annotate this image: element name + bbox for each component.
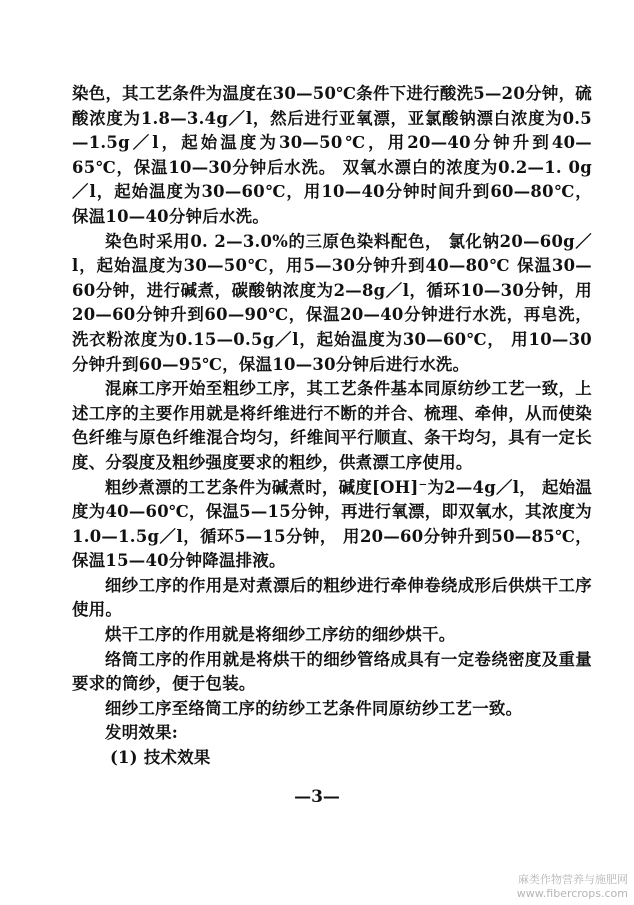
watermark-site-name: 麻类作物营养与施肥网	[518, 873, 628, 886]
paragraph-8: 细纱工序至络筒工序的纺纱工艺条件同原纺纱工艺一致。	[105, 698, 523, 718]
body-text	[72, 82, 592, 771]
watermark-url: www.fibercrops.com	[516, 887, 628, 900]
watermark	[517, 873, 628, 901]
subsection-heading: (1) 技术效果	[110, 748, 211, 768]
paragraph-4: 粗纱煮漂的工艺条件为碱煮时，碱度[OH]⁻为2—4g／l， 起始温度为40—60℃，保温5—15分钟，再进行氧漂，即双氧水，其浓度为1.0—1.5g／l，循环5—15分钟， 用20—60分钟升到50—85℃，保温15—40分钟降温排液。	[72, 477, 593, 571]
page-number: —3—	[294, 787, 340, 807]
paragraph-6: 烘干工序的作用就是将细纱工序纺的细纱烘干。	[105, 625, 456, 645]
paragraph-7: 络筒工序的作用就是将烘干的细纱管络成具有一定卷绕密度及重量要求的筒纱，便于包装。	[72, 649, 592, 694]
section-heading: 发明效果:	[105, 723, 179, 743]
paragraph-2: 染色时采用0. 2—3.0%的三原色染料配色， 氯化钠20—60g／l，起始温度为30—50℃，用5—30分钟升到40—80℃ 保温30—60分钟，进行碱煮，碳酸钠浓度为2—8g／l，循环10—30分钟，用20—60分钟升到60—90℃，保温20—40分钟进行水洗，再皂洗，洗衣粉浓度为0.15—0.5g／l，起始温度为30—60℃， 用10—30分钟升到60—95℃，保温10—30分钟后进行水洗。	[72, 231, 592, 374]
paragraph-5: 细纱工序的作用是对煮漂后的粗纱进行牵伸卷绕成形后供烘干工序使用。	[72, 575, 592, 620]
paragraph-1: 染色，其工艺条件为温度在30—50℃条件下进行酸洗5—20分钟，硫酸浓度为1.8—3.4g／l，然后进行亚氧漂，亚氯酸钠漂白浓度为0.5—1.5g／l，起始温度为30—50℃，用20—40分钟升到40—65℃，保温10—30分钟后水洗。 双氧水漂白的浓度为0.2—1. 0g／l，起始温度为30—60℃，用10—40分钟时间升到60—80℃，保温10—40分钟后水洗。	[72, 84, 592, 226]
paragraph-3: 混麻工序开始至粗纱工序，其工艺条件基本同原纺纱工艺一致，上述工序的主要作用就是将纤维进行不断的并合、梳理、牵伸，从而使染色纤维与原色纤维混合均匀，纤维间平行顺直、条干均匀，具有一定长度、分裂度及粗纱强度要求的粗纱，供煮漂工序使用。	[72, 379, 592, 472]
